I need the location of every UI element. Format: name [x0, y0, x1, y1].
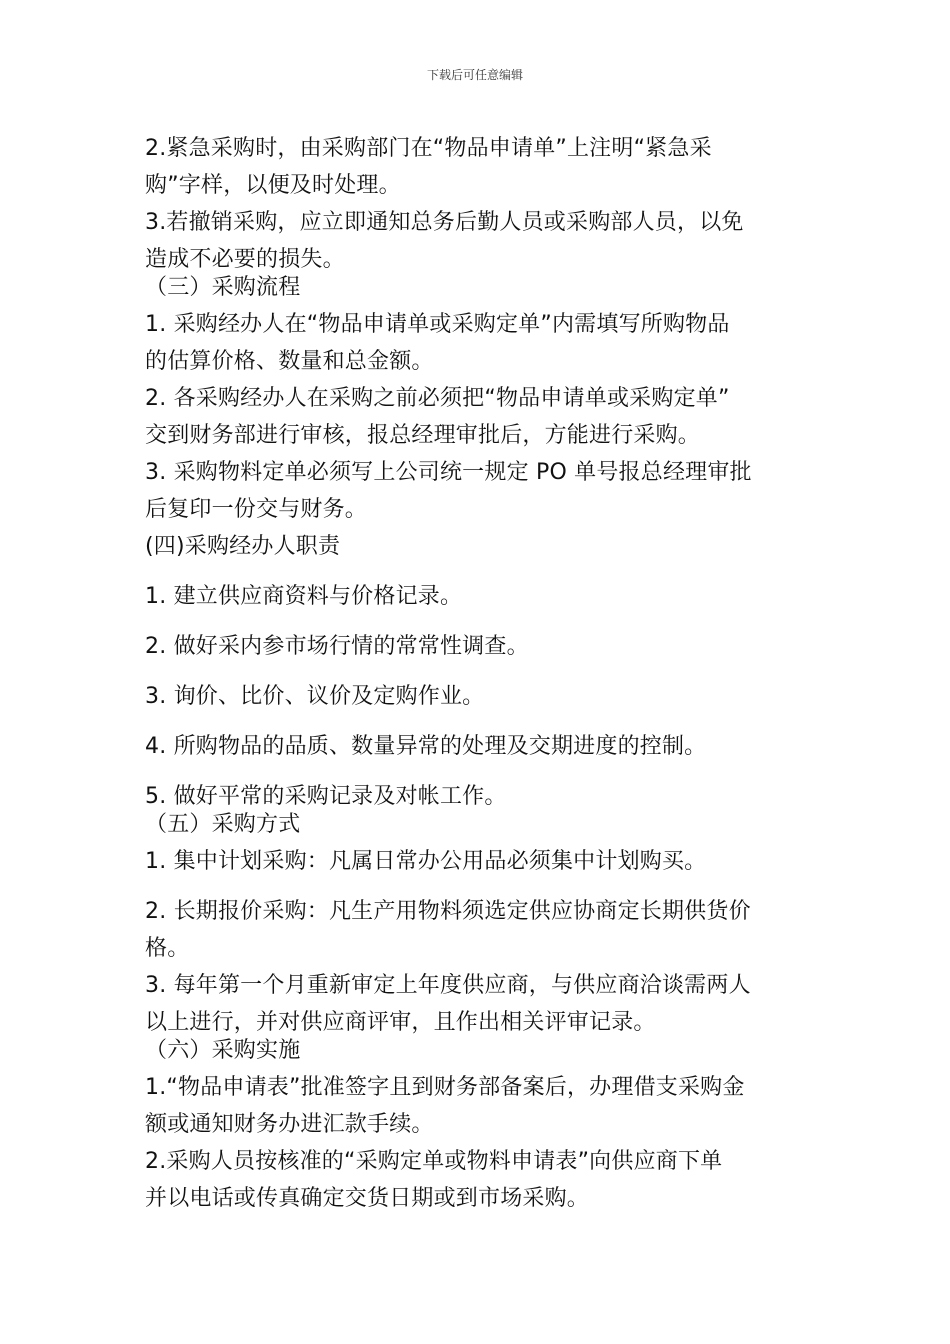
- section-heading: （三）采购流程: [145, 275, 301, 300]
- text-line: 2.采购人员按核准的“采购定单或物料申请表”向供应商下单: [145, 1149, 723, 1174]
- text-line: 3. 每年第一个月重新审定上年度供应商，与供应商洽谈需两人: [145, 973, 751, 998]
- text-line: 3. 采购物料定单必须写上公司统一规定 PO 单号报总经理审批: [145, 460, 752, 485]
- text-line: 的估算价格、数量和总金额。: [145, 349, 434, 374]
- text-line: 交到财务部进行审核，报总经理审批后，方能进行采购。: [145, 423, 701, 448]
- text-line: 并以电话或传真确定交货日期或到市场采购。: [145, 1186, 590, 1211]
- text-line: 1.“物品申请表”批准签字且到财务部备案后，办理借支采购金: [145, 1075, 745, 1100]
- section-heading: （六）采购实施: [145, 1038, 301, 1063]
- text-line: 2. 各采购经办人在采购之前必须把“物品申请单或采购定单”: [145, 386, 730, 411]
- text-line: 额或通知财务办进汇款手续。: [145, 1112, 434, 1137]
- text-line: 2.紧急采购时，由采购部门在“物品申请单”上注明“紧急采: [145, 136, 712, 161]
- text-line: 4. 所购物品的品质、数量异常的处理及交期进度的控制。: [145, 734, 707, 759]
- text-line: 格。: [145, 936, 190, 961]
- section-heading: (四)采购经办人职责: [145, 534, 341, 559]
- text-line: 5. 做好平常的采购记录及对帐工作。: [145, 784, 507, 809]
- text-line: 1. 建立供应商资料与价格记录。: [145, 584, 463, 609]
- text-line: 后复印一份交与财务。: [145, 497, 368, 522]
- text-line: 3. 询价、比价、议价及定购作业。: [145, 684, 485, 709]
- page-header: 下载后可任意编辑: [426, 68, 523, 82]
- text-line: 购”字样，以便及时处理。: [145, 173, 401, 198]
- text-line: 1. 采购经办人在“物品申请单或采购定单”内需填写所购物品: [145, 312, 730, 337]
- text-line: 2. 做好采内参市场行情的常常性调查。: [145, 634, 529, 659]
- section-heading: （五）采购方式: [145, 812, 301, 837]
- text-line: 造成不必要的损失。: [145, 247, 345, 272]
- text-line: 以上进行，并对供应商评审，且作出相关评审记录。: [145, 1010, 656, 1035]
- document-body: [145, 130, 810, 1217]
- text-line: 1. 集中计划采购：凡属日常办公用品必须集中计划购买。: [145, 849, 707, 874]
- text-line: 2. 长期报价采购：凡生产用物料须选定供应协商定长期供货价: [145, 899, 751, 924]
- text-line: 3.若撤销采购，应立即通知总务后勤人员或采购部人员，以免: [145, 210, 744, 235]
